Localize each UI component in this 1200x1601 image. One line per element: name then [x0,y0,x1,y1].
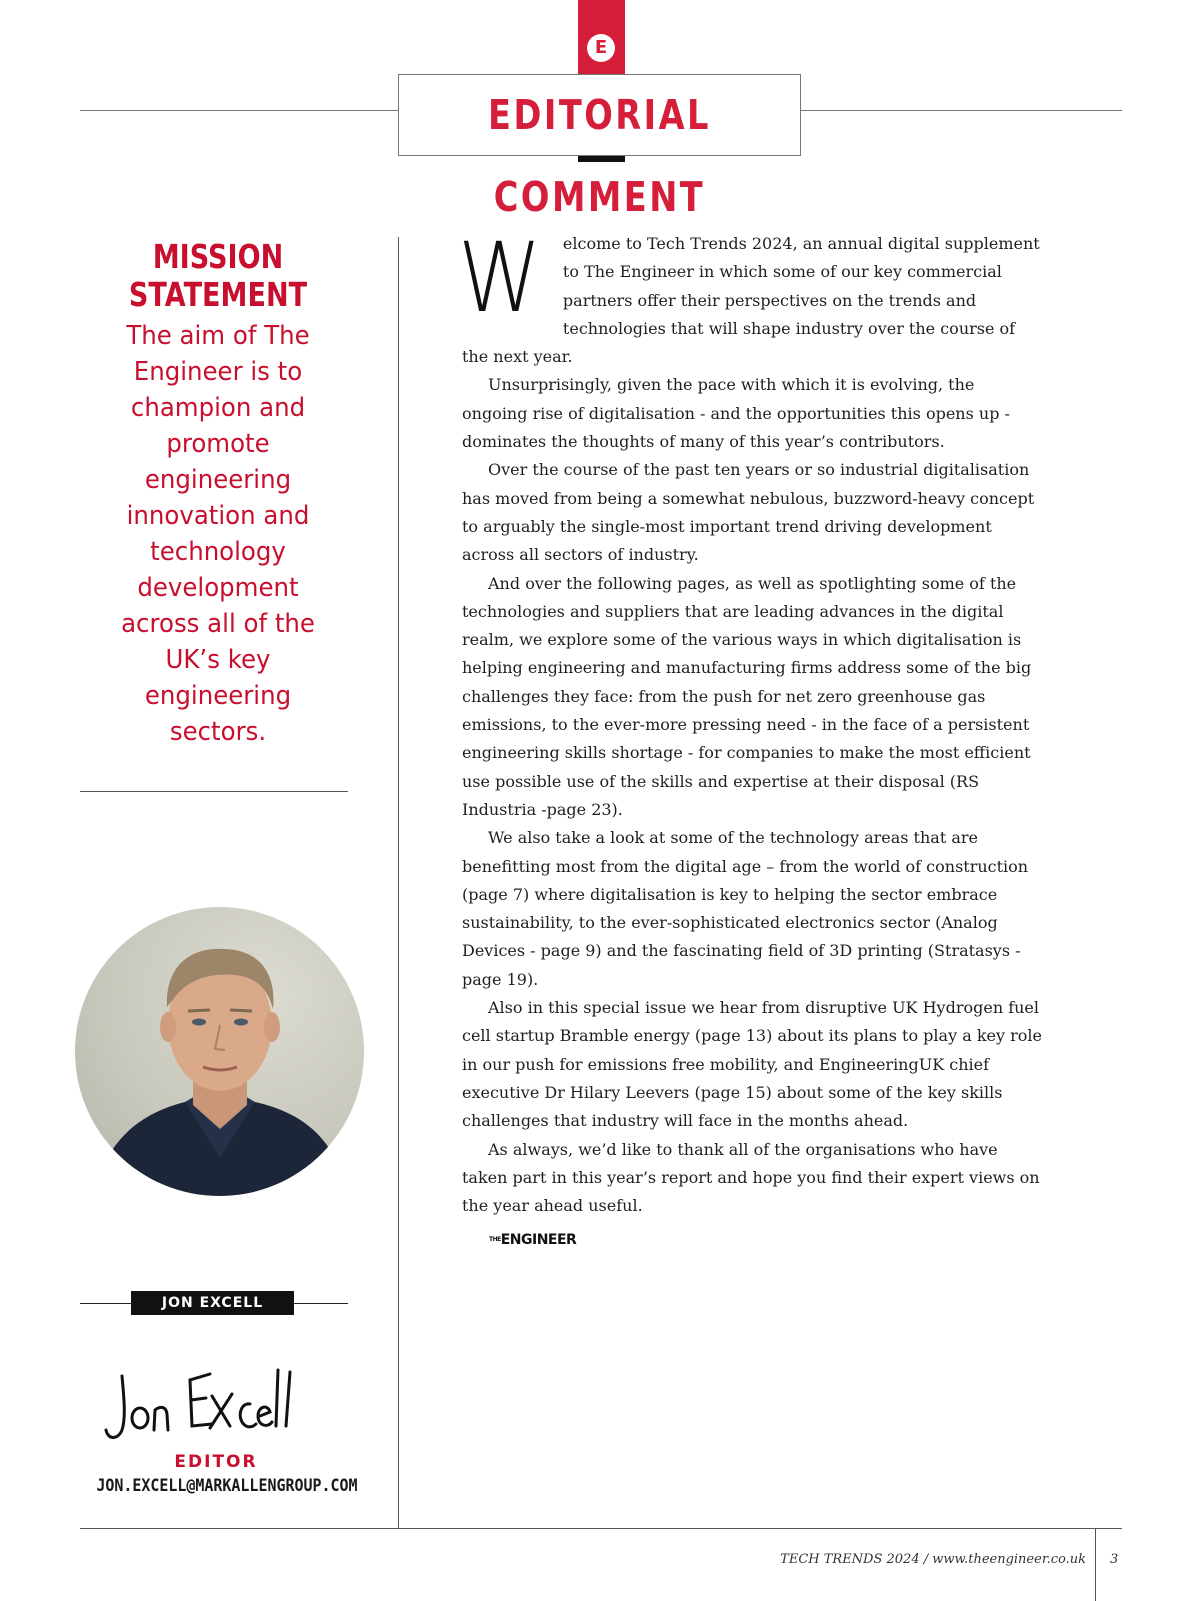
logo-the: THE [489,1236,501,1244]
logo-name: ENGINEER [500,1232,577,1249]
the-engineer-logo [489,1226,1042,1254]
author-name-rule-right [294,1303,348,1304]
article-paragraph-2: Unsurprisingly, given the pace with which it is evolving, the ongoing rise of digitalisation - and the opportunities this opens up - dominates the thoughts of many of this year’s contributors. [462,375,1010,452]
author-name-label: JON EXCELL [131,1291,294,1315]
article-paragraph-1: elcome to Tech Trends 2024, an annual digital supplement to The Engineer in which some of our key commercial partners offer their perspectives on the trends and technologies that will shape industry over the course of the next year. [462,234,1040,367]
column-divider [398,237,399,1529]
author-role: EDITOR [174,1452,258,1472]
section-badge-icon: E [587,34,615,62]
header-rule-right [801,110,1122,111]
mission-statement-text: The aim of The Engineer is to champion and promote engineering innovation and technology development across all of the UK’s key engineering sectors. [121,321,315,747]
editorial-article [458,222,1042,1255]
mission-heading [121,238,315,314]
author-name-rule-left [80,1303,131,1304]
header-rule-left [80,110,398,111]
article-paragraph-4: And over the following pages, as well as spotlighting some of the technologies and suppliers that are leading advances in the digital realm, we explore some of the various ways in which digitalisation is helping engineering and manufacturing firms address some of the big challenges they face: from the push for net zero greenhouse gas emissions, to the ever-more pressing need - in the face of a persistent engineering skills shortage - for companies to make the most efficient use possible use of the skills and expertise at their disposal (RS Industria -page 23). [462,573,1032,819]
footer-publication-text[interactable]: TECH TRENDS 2024 / www.theengineer.co.uk [780,1552,1086,1567]
mission-heading-line2: STATEMENT [128,275,308,314]
footer-divider [1095,1528,1096,1601]
author-portrait [75,907,364,1196]
page-number: 3 [1110,1552,1119,1567]
article-paragraph-7: As always, we’d like to thank all of the organisations who have taken part in this year’s report and hope you find their expert views on the year ahead useful. [462,1139,1040,1216]
footer-rule [80,1528,1122,1529]
author-email[interactable]: JON.EXCELL@MARKALLENGROUP.COM [96,1476,358,1496]
mission-heading-line1: MISSION [152,237,284,276]
sidebar-divider [80,791,348,792]
header-underbar [578,156,625,162]
article-paragraph-5: We also take a look at some of the technology areas that are benefitting most from the digital age – from the world of construction (page 7) where digitalisation is key to helping the sector embrace sustainability, to the ever-sophisticated electronics sector (Analog Devices - page 9) and the fascinating field of 3D printing (Stratasys - page 19). [462,828,1029,989]
drop-cap: W [458,222,542,334]
article-paragraph-3: Over the course of the past ten years or so industrial digitalisation has moved from being a somewhat nebulous, buzzword-heavy concept to arguably the single-most important trend driving development across all sectors of industry. [462,460,1035,565]
page-title: EDITORIAL COMMENT [488,91,711,221]
article-paragraph-6: Also in this special issue we hear from disruptive UK Hydrogen fuel cell startup Bramble energy (page 13) about its plans to play a key role in our push for emissions free mobility, and EngineeringUK chief executive Dr Hilary Leevers (page 15) about some of the key skills challenges that industry will face in the months ahead. [462,998,1042,1131]
author-signature [100,1368,300,1448]
author-portrait-illustration [75,907,364,1196]
